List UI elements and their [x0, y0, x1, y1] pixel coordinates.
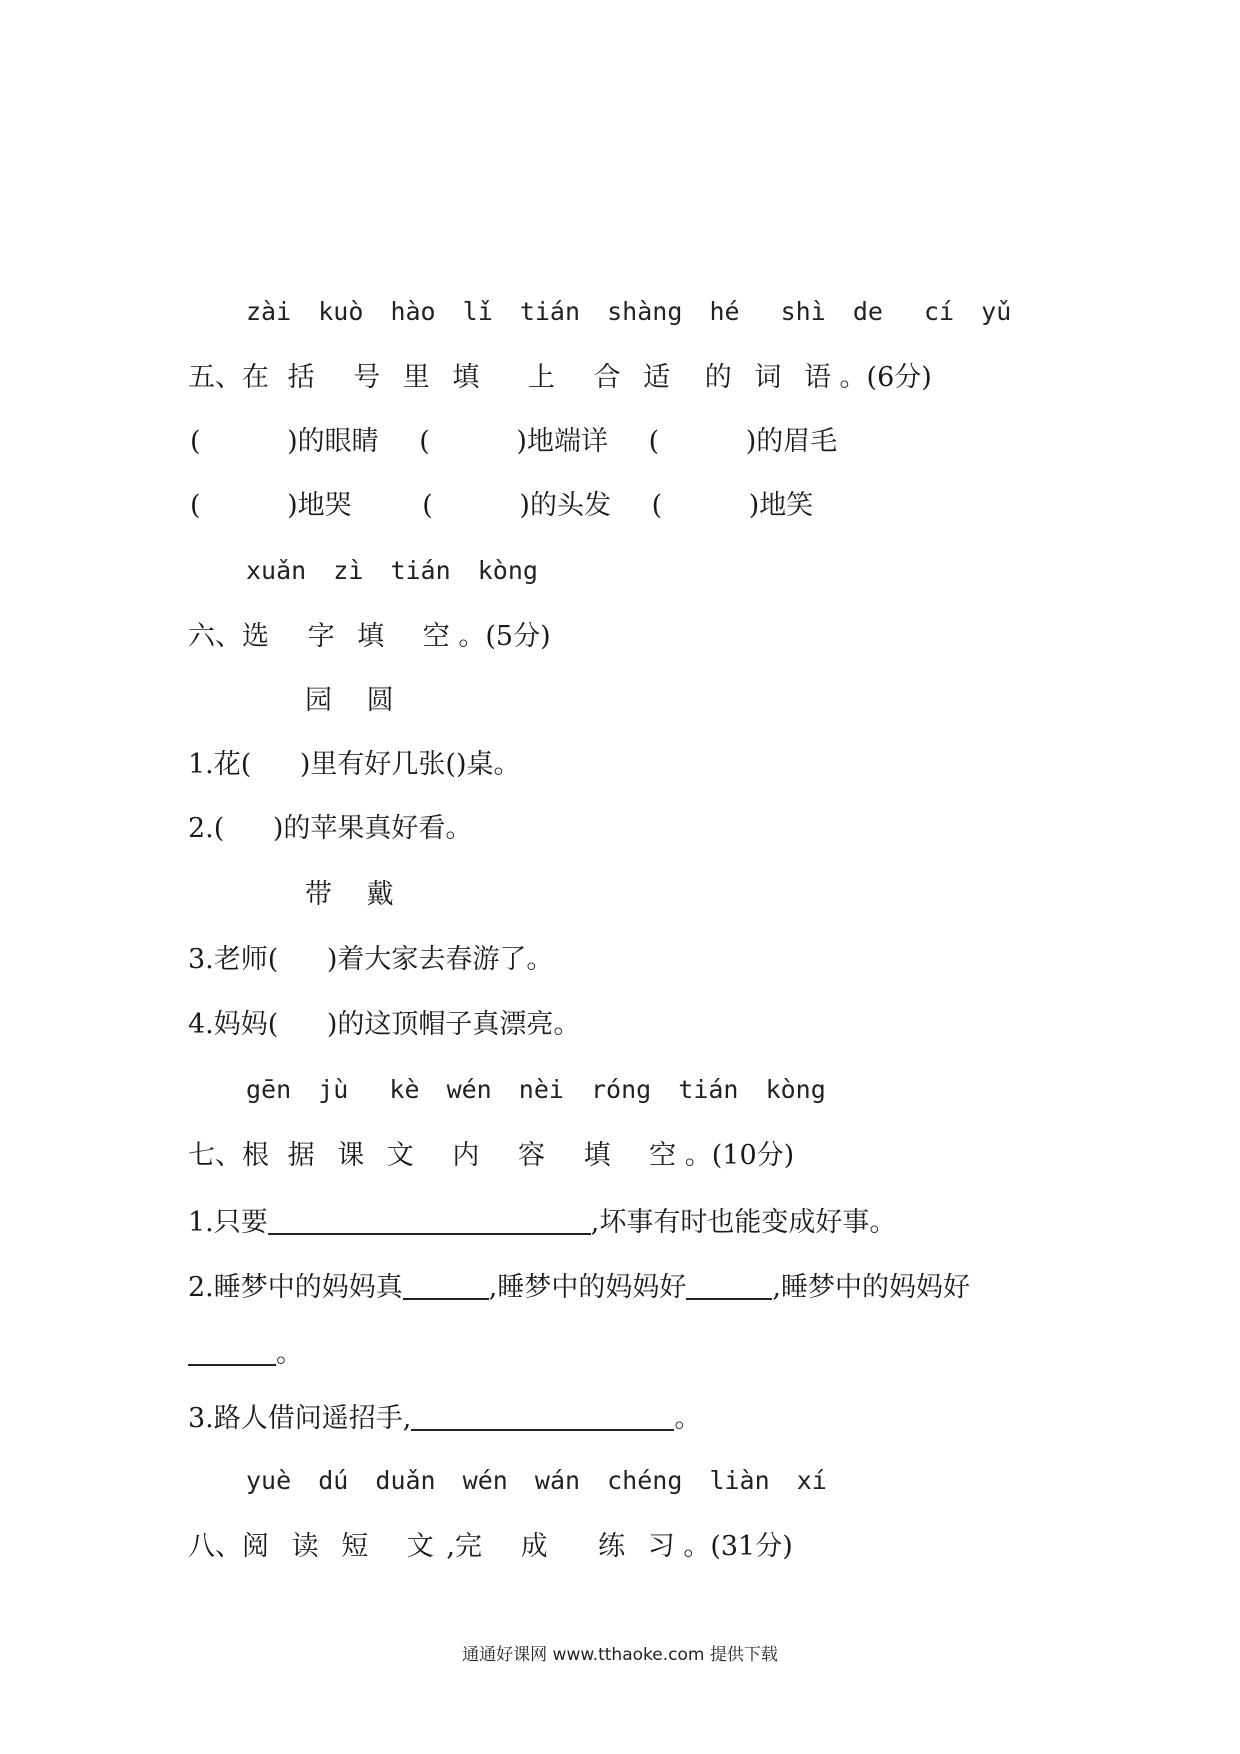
title-score: 。(6分): [839, 362, 932, 393]
pinyin-syllable: liàn: [709, 1466, 770, 1495]
question-text: 1.只要: [188, 1207, 268, 1238]
title-char: 六、选: [188, 621, 269, 652]
open-paren: (: [651, 490, 663, 521]
pinyin-syllable: duǎn: [375, 1466, 436, 1495]
sec7-q2-continued: [188, 1338, 303, 1367]
title-char: 内: [452, 1140, 480, 1171]
title-char: 七、根: [188, 1140, 269, 1171]
sec7-q1: [188, 1207, 896, 1236]
title-score: 。(31分): [683, 1531, 793, 1562]
question-text: 1.花(: [188, 749, 252, 780]
title-char: 括: [287, 362, 315, 393]
footer-credit: 通通好课网 www.tthaoke.com 提供下载: [462, 1645, 778, 1665]
question-text: 3.路人借问遥招手,: [188, 1403, 412, 1434]
pinyin-syllable: yuè: [246, 1466, 292, 1495]
question-text: 3.老师(: [188, 944, 279, 975]
pinyin-syllable: wén: [462, 1466, 508, 1495]
fill-item: )地笑: [748, 490, 814, 521]
title-char: 空: [649, 1140, 677, 1171]
title-char: 成: [520, 1531, 548, 1562]
title-char: 八、阅: [188, 1531, 269, 1562]
sec6-q4: [188, 1011, 580, 1038]
fill-item: )的眼睛: [287, 426, 379, 457]
open-paren: (: [190, 426, 201, 457]
question-text: )的这顶帽子真漂亮。: [326, 1009, 581, 1040]
question-text: ,睡梦中的妈妈好: [772, 1272, 970, 1303]
title-char: 空: [422, 621, 450, 652]
pinyin-syllable: kè: [389, 1075, 420, 1104]
pinyin-syllable: yǔ: [981, 297, 1012, 326]
pinyin-syllable: kòng: [765, 1075, 826, 1104]
pinyin-syllable: chéng: [607, 1466, 683, 1495]
sec6-choices-2: [305, 881, 394, 908]
question-text: 。: [276, 1338, 303, 1369]
title-char: 五、在: [188, 362, 269, 393]
pinyin-syllable: dú: [318, 1466, 349, 1495]
title-char: 课: [337, 1140, 365, 1171]
question-text: )里有好几张()桌。: [299, 749, 521, 780]
sec6-q1: [188, 751, 521, 778]
sec5-pinyin: [246, 299, 1011, 324]
pinyin-syllable: jù: [318, 1075, 349, 1104]
sec6-title: [188, 623, 551, 650]
title-char: 填: [452, 362, 480, 393]
title-char: 的: [704, 362, 732, 393]
sec6-choices-1: [305, 687, 394, 714]
open-paren: (: [190, 490, 201, 521]
open-paren: (: [419, 426, 430, 457]
sec7-q2: [188, 1272, 970, 1301]
title-char: 容: [517, 1140, 545, 1171]
sec8-title: [188, 1533, 793, 1560]
pinyin-syllable: kòng: [477, 556, 538, 585]
pinyin-syllable: tián: [519, 297, 581, 326]
pinyin-syllable: wén: [446, 1075, 492, 1104]
question-text: 2.(: [188, 813, 225, 844]
pinyin-syllable: tián: [390, 556, 451, 585]
open-paren: (: [422, 490, 433, 521]
title-char: 适: [643, 362, 671, 393]
answer-blank[interactable]: [411, 1403, 674, 1431]
fill-item: )地哭: [287, 490, 352, 521]
title-char: 读: [291, 1531, 319, 1562]
answer-blank[interactable]: [188, 1338, 276, 1366]
sec6-q2: [188, 815, 472, 842]
pinyin-syllable: hào: [390, 297, 436, 326]
title-char: 词: [754, 362, 782, 393]
title-char: 语: [803, 362, 831, 393]
fill-item: )的眉毛: [745, 426, 838, 457]
pinyin-syllable: gēn: [246, 1075, 292, 1104]
answer-blank[interactable]: [403, 1272, 489, 1300]
title-char: 练: [598, 1531, 626, 1562]
pinyin-syllable: tián: [678, 1075, 739, 1104]
pinyin-syllable: zì: [333, 556, 364, 585]
choice-char: 带: [305, 879, 332, 910]
pinyin-syllable: hé: [709, 297, 740, 326]
pinyin-syllable: nèi: [518, 1075, 564, 1104]
title-char: 文: [406, 1531, 434, 1562]
sec5-title: [188, 364, 932, 391]
pinyin-syllable: shàng: [607, 297, 683, 326]
question-text: 4.妈妈(: [188, 1009, 279, 1040]
pinyin-syllable: zài: [246, 297, 292, 326]
question-text: )着大家去春游了。: [326, 944, 554, 975]
title-char: 合: [593, 362, 621, 393]
choice-char: 园: [305, 685, 332, 716]
title-score: 。(5分): [458, 621, 551, 652]
pinyin-syllable: kuò: [318, 297, 364, 326]
sec5-row2: [190, 492, 813, 519]
title-char: 文: [386, 1140, 414, 1171]
sec7-pinyin: [246, 1077, 826, 1102]
sec5-row1: [190, 428, 837, 455]
sec6-q3: [188, 946, 553, 973]
sec7-title: [188, 1142, 794, 1169]
pinyin-syllable: róng: [591, 1075, 652, 1104]
title-char: 里: [402, 362, 430, 393]
pinyin-syllable: cí: [924, 297, 955, 326]
choice-char: 戴: [366, 879, 394, 910]
title-char: 填: [583, 1140, 611, 1171]
fill-item: )地端详: [516, 426, 608, 457]
choice-char: 圆: [366, 685, 394, 716]
sec7-q3: [188, 1403, 701, 1432]
title-char: 字: [307, 621, 335, 652]
title-char: 号: [353, 362, 381, 393]
pinyin-syllable: wán: [534, 1466, 581, 1495]
title-char: 据: [287, 1140, 315, 1171]
question-text: ,睡梦中的妈妈好: [488, 1272, 687, 1303]
pinyin-syllable: shì: [780, 297, 826, 326]
title-char: ,完: [446, 1531, 482, 1562]
sec6-pinyin: [246, 558, 538, 583]
answer-blank[interactable]: [686, 1272, 772, 1300]
pinyin-syllable: xí: [796, 1466, 827, 1495]
title-score: 。(10分): [684, 1140, 795, 1171]
question-text: ,坏事有时也能变成好事。: [590, 1207, 897, 1238]
sec8-pinyin: [246, 1468, 827, 1493]
title-char: 习: [647, 1531, 675, 1562]
pinyin-syllable: de: [852, 297, 883, 326]
question-text: )的苹果真好看。: [272, 813, 473, 844]
pinyin-syllable: xuǎn: [246, 556, 307, 585]
question-text: 2.睡梦中的妈妈真: [188, 1272, 403, 1303]
open-paren: (: [648, 426, 660, 457]
answer-blank[interactable]: [268, 1207, 591, 1235]
title-char: 填: [357, 621, 385, 652]
question-text: 。: [674, 1403, 702, 1434]
fill-item: )的头发: [519, 490, 611, 521]
pinyin-syllable: lǐ: [462, 297, 493, 326]
title-char: 上: [527, 362, 555, 393]
title-char: 短: [341, 1531, 369, 1562]
